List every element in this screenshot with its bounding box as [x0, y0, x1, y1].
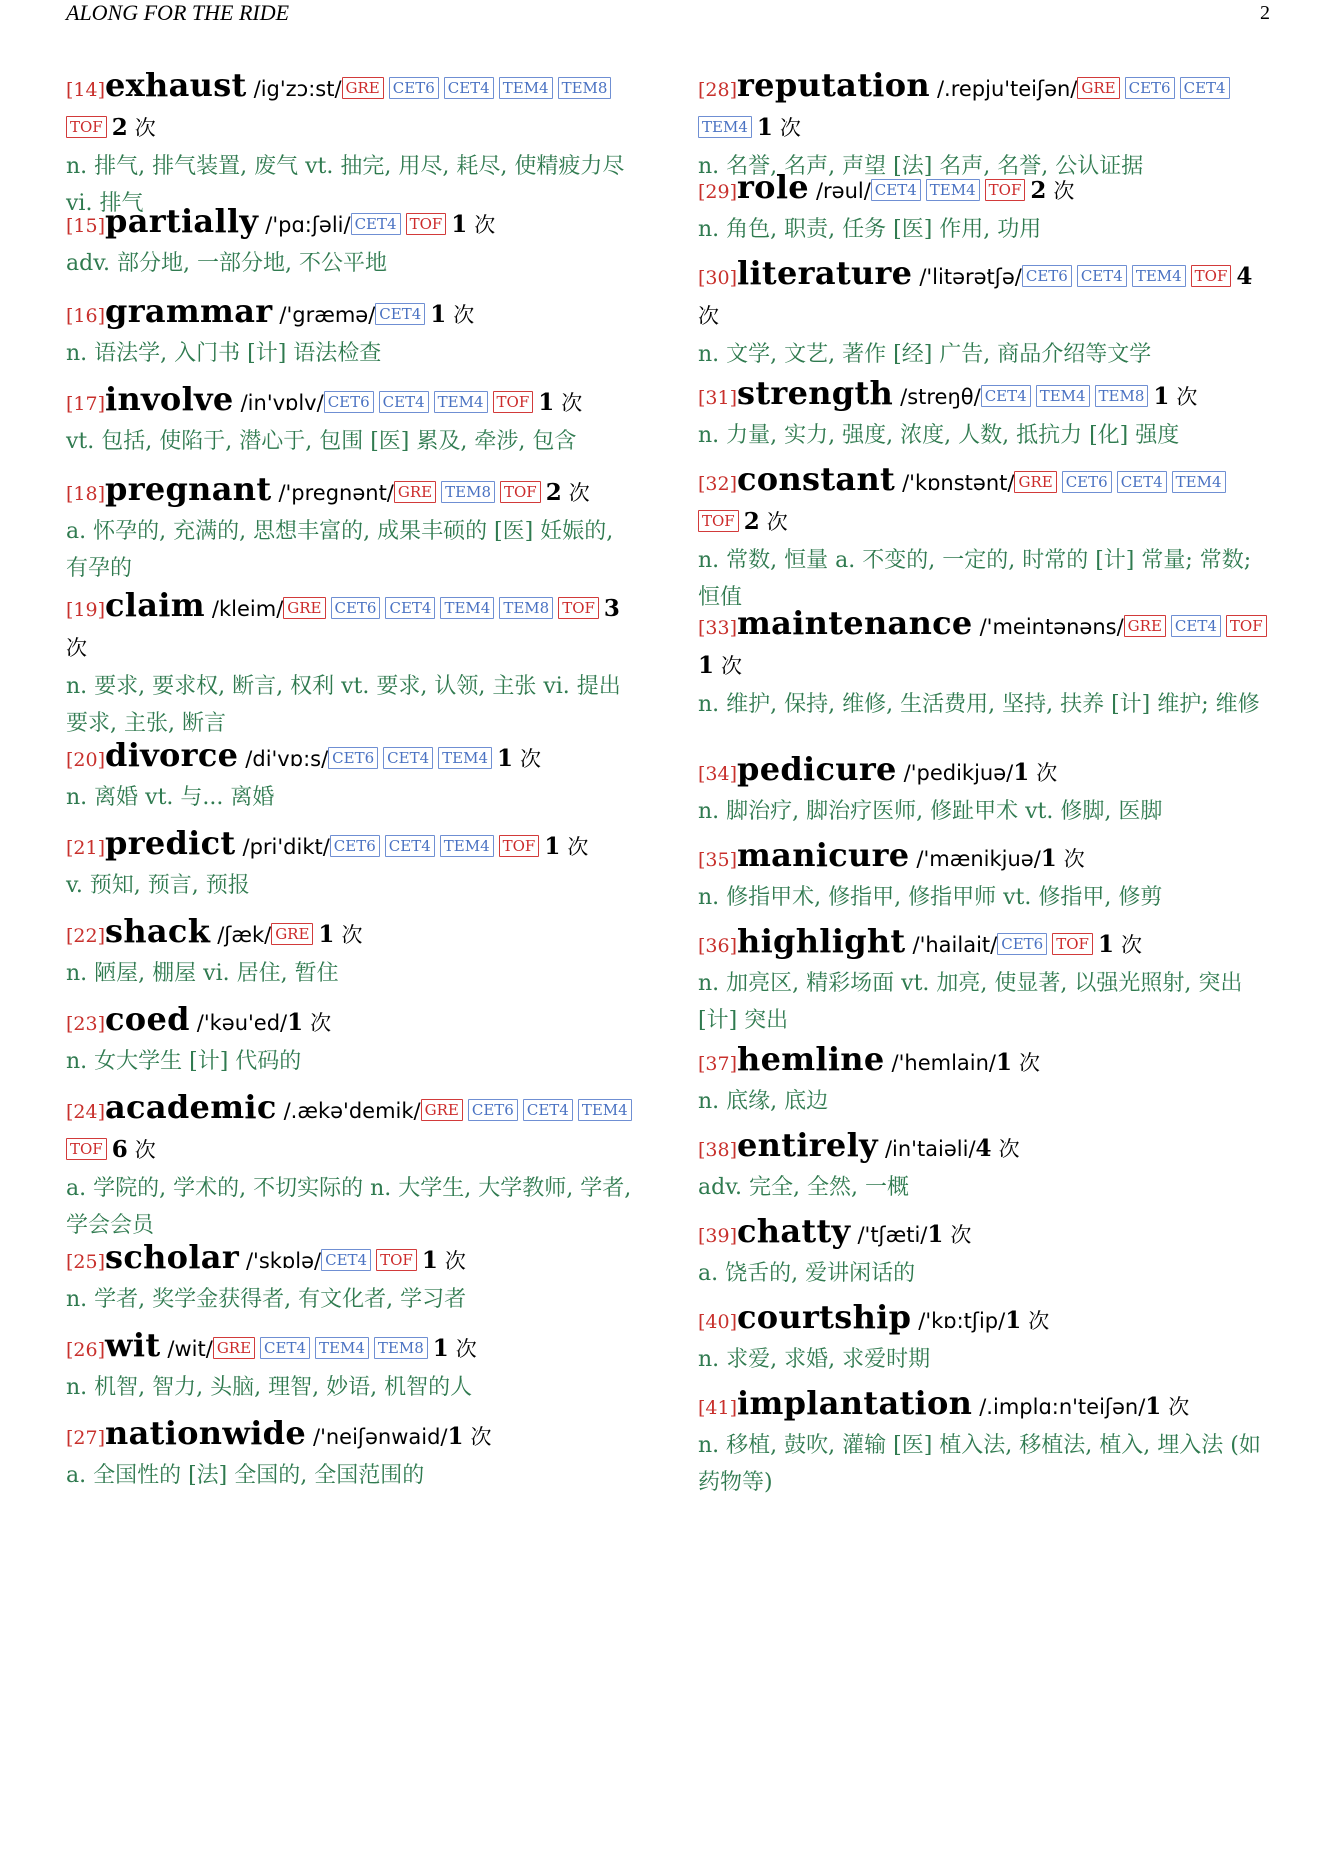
entry-head	[66, 1238, 642, 1281]
entry-head	[698, 836, 1276, 879]
exam-tag: TOF	[406, 213, 447, 235]
exam-tag: GRE	[394, 481, 436, 503]
definition: adv. 部分地, 一部分地, 不公平地	[66, 251, 387, 276]
exam-tag: TOF	[376, 1249, 417, 1271]
definition: n. 维护, 保持, 维修, 生活费用, 坚持, 扶养 [计] 维护; 维修	[698, 692, 1260, 717]
entry-index: [19]	[66, 599, 106, 621]
definition: v. 预知, 预言, 预报	[66, 873, 250, 898]
occurrence-count: 1	[756, 114, 773, 141]
occurrence-count: 4	[975, 1135, 992, 1162]
word-entry	[66, 1414, 642, 1494]
definition: n. 排气, 排气装置, 废气 vt. 抽完, 用尽, 耗尽, 使精疲力尽 vi. 排气	[66, 154, 625, 216]
phonetic: /ʃæk/	[217, 923, 272, 947]
word-entry	[66, 202, 642, 282]
count-suffix: 次	[1120, 933, 1142, 957]
exam-tag: CET4	[351, 213, 401, 235]
exam-tag: TOF	[500, 481, 541, 503]
count-suffix: 次	[998, 1137, 1020, 1161]
entry-index: [17]	[66, 393, 106, 415]
entry-index: [26]	[66, 1339, 106, 1361]
occurrence-count: 2	[545, 479, 562, 506]
definition: a. 全国性的 [法] 全国的, 全国范围的	[66, 1463, 425, 1488]
definition: a. 怀孕的, 充满的, 思想丰富的, 成果丰硕的 [医] 妊娠的, 有孕的	[66, 519, 614, 581]
entry-index: [30]	[698, 267, 738, 289]
word-entry	[66, 66, 642, 222]
count-suffix: 次	[444, 1249, 466, 1273]
entry-index: [28]	[698, 79, 738, 101]
word-entry	[66, 380, 642, 460]
count-suffix: 次	[1053, 179, 1075, 203]
count-suffix: 次	[453, 303, 475, 327]
phonetic: /'kəu'ed/	[196, 1011, 288, 1035]
phonetic: /in'taiəli/	[884, 1137, 976, 1161]
exam-tag: TOF	[985, 179, 1026, 201]
headword: exhaust	[105, 66, 247, 104]
occurrence-count: 1	[698, 652, 715, 679]
exam-tag: CET6	[997, 933, 1047, 955]
exam-tag: TEM4	[440, 835, 494, 857]
definition: a. 饶舌的, 爱讲闲话的	[698, 1261, 916, 1286]
entry-head	[66, 66, 642, 148]
headword: strength	[737, 374, 894, 412]
entry-index: [33]	[698, 617, 738, 639]
count-suffix: 次	[134, 116, 156, 140]
word-entry	[698, 168, 1276, 248]
count-suffix: 次	[1028, 1309, 1050, 1333]
entry-index: [16]	[66, 305, 106, 327]
headword: constant	[737, 460, 896, 498]
word-entry	[66, 1000, 642, 1080]
occurrence-count: 1	[996, 1049, 1013, 1076]
entry-head	[698, 168, 1276, 211]
headword: grammar	[105, 292, 273, 330]
exam-tag: TEM4	[578, 1099, 632, 1121]
exam-tag: CET4	[383, 747, 433, 769]
entry-head	[698, 66, 1276, 148]
word-entry	[66, 470, 642, 587]
exam-tag: GRE	[421, 1099, 463, 1121]
count-suffix: 次	[455, 1337, 477, 1361]
occurrence-count: 3	[603, 595, 620, 622]
phonetic: /'meintənəns/	[979, 615, 1124, 639]
exam-tag: CET4	[981, 385, 1031, 407]
phonetic: /.repju'teiʃən/	[936, 77, 1078, 101]
definition: n. 离婚 vt. 与... 离婚	[66, 785, 275, 810]
headword: role	[737, 168, 809, 206]
entry-index: [40]	[698, 1311, 738, 1333]
occurrence-count: 1	[538, 389, 555, 416]
word-entry	[698, 836, 1276, 916]
exam-tag: CET6	[1062, 471, 1112, 493]
entry-index: [34]	[698, 763, 738, 785]
entry-index: [18]	[66, 483, 106, 505]
occurrence-count: 6	[111, 1136, 128, 1163]
entry-index: [37]	[698, 1053, 738, 1075]
occurrence-count: 1	[430, 301, 447, 328]
exam-tag: TOF	[1052, 933, 1093, 955]
definition: n. 女大学生 [计] 代码的	[66, 1049, 302, 1074]
entry-index: [41]	[698, 1397, 738, 1419]
occurrence-count: 1	[1013, 759, 1030, 786]
exam-tag: GRE	[283, 597, 325, 619]
exam-tag: CET4	[523, 1099, 573, 1121]
definition: n. 语法学, 入门书 [计] 语法检查	[66, 341, 382, 366]
exam-tag: TEM8	[1095, 385, 1149, 407]
exam-tag: TEM4	[315, 1337, 369, 1359]
phonetic: /'hailait/	[912, 933, 998, 957]
phonetic: /kleim/	[211, 597, 284, 621]
definition: n. 机智, 智力, 头脑, 理智, 妙语, 机智的人	[66, 1375, 473, 1400]
word-entry	[698, 1126, 1276, 1206]
entry-head	[698, 1126, 1276, 1169]
count-suffix: 次	[779, 116, 801, 140]
headword: pedicure	[737, 750, 897, 788]
headword: wit	[105, 1326, 161, 1364]
occurrence-count: 1	[1005, 1307, 1022, 1334]
entry-head	[66, 1414, 642, 1457]
exam-tag: TEM4	[1172, 471, 1226, 493]
exam-tag: CET6	[1022, 265, 1072, 287]
entry-index: [23]	[66, 1013, 106, 1035]
count-suffix: 次	[721, 654, 743, 678]
entry-index: [20]	[66, 749, 106, 771]
exam-tag: CET4	[375, 303, 425, 325]
entry-index: [31]	[698, 387, 738, 409]
occurrence-count: 1	[432, 1335, 449, 1362]
count-suffix: 次	[520, 747, 542, 771]
exam-tag: CET6	[330, 835, 380, 857]
exam-tag: TOF	[1191, 265, 1232, 287]
occurrence-count: 1	[421, 1247, 438, 1274]
exam-tag: TEM8	[499, 597, 553, 619]
phonetic: /'neiʃənwaid/	[313, 1425, 448, 1449]
entry-head	[66, 292, 642, 335]
count-suffix: 次	[134, 1138, 156, 1162]
phonetic: /'kɒ:tʃip/	[918, 1309, 1006, 1333]
headword: hemline	[737, 1040, 885, 1078]
exam-tag: CET4	[379, 391, 429, 413]
occurrence-count: 1	[497, 745, 514, 772]
phonetic: /in'vɒlv/	[240, 391, 324, 415]
definition: n. 学者, 奖学金获得者, 有文化者, 学习者	[66, 1287, 467, 1312]
count-suffix: 次	[341, 923, 363, 947]
headword: involve	[105, 380, 234, 418]
exam-tag: CET4	[871, 179, 921, 201]
exam-tag: CET4	[385, 597, 435, 619]
occurrence-count: 1	[544, 833, 561, 860]
count-suffix: 次	[950, 1223, 972, 1247]
entry-index: [22]	[66, 925, 106, 947]
exam-tag: TOF	[66, 1138, 107, 1160]
exam-tag: TEM8	[374, 1337, 428, 1359]
exam-tag: TEM4	[440, 597, 494, 619]
entry-index: [39]	[698, 1225, 738, 1247]
occurrence-count: 1	[447, 1423, 464, 1450]
entry-head	[66, 470, 642, 513]
word-entry	[698, 750, 1276, 830]
definition: n. 求爱, 求婚, 求爱时期	[698, 1347, 931, 1372]
exam-tag: GRE	[1124, 615, 1166, 637]
headword: shack	[105, 912, 211, 950]
headword: manicure	[737, 836, 910, 874]
entry-index: [35]	[698, 849, 738, 871]
headword: reputation	[737, 66, 930, 104]
exam-tag: CET4	[1117, 471, 1167, 493]
phonetic: /'kɒnstənt/	[902, 471, 1015, 495]
definition: n. 陋屋, 棚屋 vi. 居住, 暂住	[66, 961, 339, 986]
exam-tag: CET6	[468, 1099, 518, 1121]
exam-tag: CET6	[324, 391, 374, 413]
word-entry	[698, 604, 1276, 723]
word-entry	[66, 292, 642, 372]
word-entry	[698, 374, 1276, 454]
count-suffix: 次	[1063, 847, 1085, 871]
word-entry	[698, 1040, 1276, 1120]
exam-tag: GRE	[1014, 471, 1056, 493]
occurrence-count: 2	[743, 508, 760, 535]
count-suffix: 次	[766, 510, 788, 534]
occurrence-count: 1	[927, 1221, 944, 1248]
phonetic: /'græmə/	[279, 303, 376, 327]
count-suffix: 次	[1019, 1051, 1041, 1075]
count-suffix: 次	[1036, 761, 1058, 785]
exam-tag: TEM4	[499, 77, 553, 99]
entry-head	[66, 912, 642, 955]
word-entry	[66, 824, 642, 904]
headword: divorce	[105, 736, 239, 774]
exam-tag: CET4	[260, 1337, 310, 1359]
exam-tag: CET4	[321, 1249, 371, 1271]
phonetic: /'hemlain/	[891, 1051, 997, 1075]
entry-index: [36]	[698, 935, 738, 957]
word-entry	[698, 1212, 1276, 1292]
definition: n. 名誉, 名声, 声望 [法] 名声, 名誉, 公认证据	[698, 154, 1144, 179]
headword: nationwide	[105, 1414, 306, 1452]
exam-tag: CET4	[444, 77, 494, 99]
word-entry	[66, 912, 642, 992]
count-suffix: 次	[568, 481, 590, 505]
exam-tag: CET4	[1180, 77, 1230, 99]
definition: a. 学院的, 学术的, 不切实际的 n. 大学生, 大学教师, 学者, 学会会员	[66, 1176, 632, 1238]
definition: n. 修指甲术, 修指甲, 修指甲师 vt. 修指甲, 修剪	[698, 885, 1163, 910]
phonetic: /wit/	[167, 1337, 213, 1361]
exam-tag: CET6	[331, 597, 381, 619]
phonetic: /'litərətʃə/	[919, 265, 1022, 289]
exam-tag: CET6	[328, 747, 378, 769]
headword: literature	[737, 254, 913, 292]
count-suffix: 次	[561, 391, 583, 415]
exam-tag: CET4	[1171, 615, 1221, 637]
word-entry	[698, 254, 1276, 373]
word-entry	[698, 460, 1276, 616]
occurrence-count: 1	[318, 921, 335, 948]
exam-tag: GRE	[271, 923, 313, 945]
exam-tag: GRE	[342, 77, 384, 99]
definition: adv. 完全, 全然, 一概	[698, 1175, 909, 1200]
definition: vt. 包括, 使陷于, 潜心于, 包围 [医] 累及, 牵涉, 包含	[66, 429, 577, 454]
definition: n. 移植, 鼓吹, 灌输 [医] 植入法, 移植法, 植入, 埋入法 (如药物等)	[698, 1433, 1261, 1495]
word-entry	[66, 736, 642, 816]
exam-tag: TEM4	[926, 179, 980, 201]
occurrence-count: 1	[1153, 383, 1170, 410]
exam-tag: TEM4	[698, 116, 752, 138]
exam-tag: TOF	[698, 510, 739, 532]
entry-index: [15]	[66, 215, 106, 237]
definition: n. 加亮区, 精彩场面 vt. 加亮, 使显著, 以强光照射, 突出 [计] 突出	[698, 971, 1243, 1033]
exam-tag: TOF	[66, 116, 107, 138]
headword: partially	[105, 202, 259, 240]
entry-head	[698, 1384, 1276, 1427]
count-suffix: 次	[310, 1011, 332, 1035]
entry-index: [21]	[66, 837, 106, 859]
definition: n. 角色, 职责, 任务 [医] 作用, 功用	[698, 217, 1042, 242]
entry-index: [29]	[698, 181, 738, 203]
count-suffix: 次	[698, 304, 719, 328]
headword: implantation	[737, 1384, 973, 1422]
occurrence-count: 1	[287, 1009, 304, 1036]
exam-tag: TEM8	[558, 77, 612, 99]
exam-tag: GRE	[1077, 77, 1119, 99]
occurrence-count: 2	[111, 114, 128, 141]
exam-tag: TEM4	[1036, 385, 1090, 407]
exam-tag: TEM8	[441, 481, 495, 503]
entry-head	[698, 604, 1276, 686]
headword: academic	[105, 1088, 277, 1126]
exam-tag: TEM4	[1132, 265, 1186, 287]
exam-tag: CET6	[389, 77, 439, 99]
entry-head	[66, 736, 642, 779]
definition: n. 底缘, 底边	[698, 1089, 829, 1114]
headword: entirely	[737, 1126, 878, 1164]
word-entry	[66, 1238, 642, 1318]
definition: n. 文学, 文艺, 著作 [经] 广告, 商品介绍等文学	[698, 342, 1152, 367]
phonetic: /'mænikjuə/	[916, 847, 1041, 871]
phonetic: /.implɑ:n'teiʃən/	[979, 1395, 1146, 1419]
exam-tag: CET6	[1125, 77, 1175, 99]
phonetic: /'pregnənt/	[278, 481, 394, 505]
headword: chatty	[737, 1212, 851, 1250]
count-suffix: 次	[567, 835, 589, 859]
phonetic: /.ækə'demik/	[283, 1099, 421, 1123]
headword: claim	[105, 586, 205, 624]
word-entry	[698, 1298, 1276, 1378]
entry-head	[698, 1212, 1276, 1255]
entry-head	[66, 1326, 642, 1369]
headword: highlight	[737, 922, 906, 960]
occurrence-count: 2	[1030, 177, 1047, 204]
phonetic: /ig'zɔ:st/	[253, 77, 342, 101]
word-entry	[66, 586, 642, 742]
occurrence-count: 1	[1145, 1393, 1162, 1420]
entry-head	[66, 1088, 642, 1170]
entry-head	[66, 1000, 642, 1043]
phonetic: /di'vɒ:s/	[245, 747, 329, 771]
word-entry	[66, 1326, 642, 1406]
phonetic: /'tʃæti/	[857, 1223, 928, 1247]
occurrence-count: 1	[1097, 931, 1114, 958]
count-suffix: 次	[474, 213, 496, 237]
exam-tag: CET4	[385, 835, 435, 857]
entry-index: [38]	[698, 1139, 738, 1161]
headword: coed	[105, 1000, 190, 1038]
entry-index: [14]	[66, 79, 106, 101]
exam-tag: GRE	[213, 1337, 255, 1359]
definition: n. 力量, 实力, 强度, 浓度, 人数, 抵抗力 [化] 强度	[698, 423, 1180, 448]
count-suffix: 次	[1168, 1395, 1190, 1419]
entry-head	[66, 824, 642, 867]
phonetic: /streŋθ/	[900, 385, 981, 409]
headword: scholar	[105, 1238, 239, 1276]
entry-head	[698, 1040, 1276, 1083]
entry-head	[66, 202, 642, 245]
count-suffix: 次	[470, 1425, 492, 1449]
exam-tag: TEM4	[434, 391, 488, 413]
entry-head	[698, 374, 1276, 417]
page-number: 2	[1260, 2, 1270, 24]
definition: n. 要求, 要求权, 断言, 权利 vt. 要求, 认领, 主张 vi. 提出要求, 主张, 断言	[66, 674, 621, 736]
exam-tag: TOF	[558, 597, 599, 619]
entry-index: [32]	[698, 473, 738, 495]
definition: n. 脚治疗, 脚治疗医师, 修趾甲术 vt. 修脚, 医脚	[698, 799, 1163, 824]
word-entry	[66, 1088, 642, 1244]
entry-index: [27]	[66, 1427, 106, 1449]
exam-tag: TOF	[493, 391, 534, 413]
definition: n. 常数, 恒量 a. 不变的, 一定的, 时常的 [计] 常量; 常数; 恒值	[698, 548, 1252, 610]
phonetic: /'skɒlə/	[245, 1249, 322, 1273]
headword: courtship	[737, 1298, 912, 1336]
exam-tag: CET4	[1077, 265, 1127, 287]
entry-head	[698, 1298, 1276, 1341]
entry-index: [24]	[66, 1101, 106, 1123]
running-header: ALONG FOR THE RIDE	[66, 0, 290, 25]
headword: maintenance	[737, 604, 973, 642]
occurrence-count: 1	[451, 211, 468, 238]
count-suffix: 次	[1176, 385, 1198, 409]
entry-head	[66, 380, 642, 423]
phonetic: /'pedikjuə/	[903, 761, 1014, 785]
headword: pregnant	[105, 470, 272, 508]
entry-index: [25]	[66, 1251, 106, 1273]
entry-head	[698, 922, 1276, 965]
entry-head	[66, 586, 642, 668]
headword: predict	[105, 824, 236, 862]
exam-tag: TOF	[1226, 615, 1267, 637]
occurrence-count: 4	[1236, 263, 1253, 290]
exam-tag: TOF	[499, 835, 540, 857]
occurrence-count: 1	[1040, 845, 1057, 872]
count-suffix: 次	[66, 636, 87, 660]
entry-head	[698, 254, 1276, 336]
word-entry	[698, 1384, 1276, 1501]
entry-head	[698, 750, 1276, 793]
word-entry	[698, 922, 1276, 1039]
phonetic: /rəul/	[815, 179, 871, 203]
exam-tag: TEM4	[438, 747, 492, 769]
entry-head	[698, 460, 1276, 542]
phonetic: /pri'dikt/	[242, 835, 330, 859]
phonetic: /'pɑ:ʃəli/	[265, 213, 351, 237]
